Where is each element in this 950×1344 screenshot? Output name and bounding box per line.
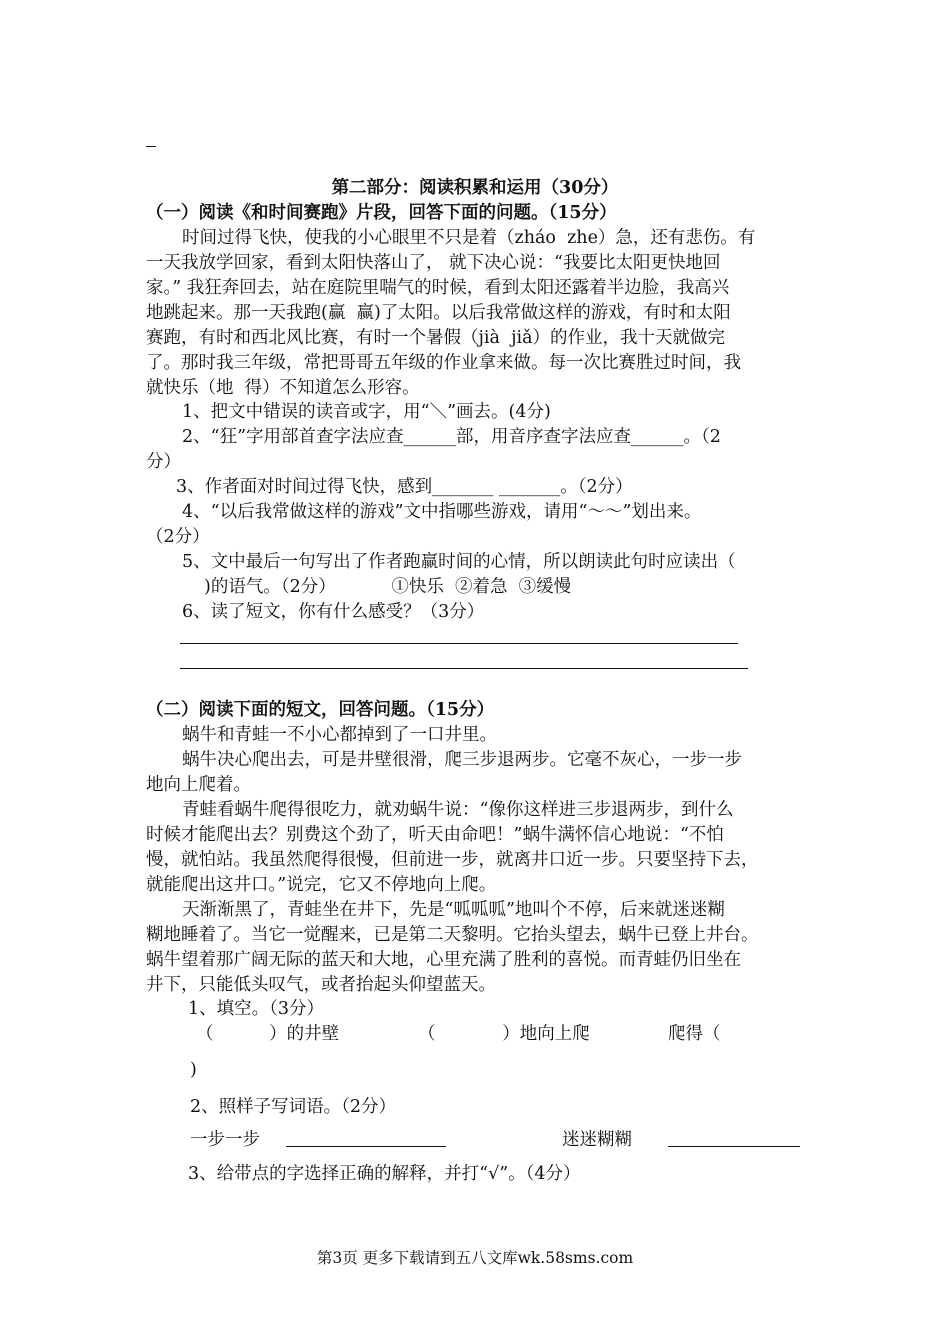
question-5: 5、文中最后一句写出了作者跑赢时间的心情，所以朗读此句时应读出（ <box>182 552 736 572</box>
answer-line[interactable] <box>180 668 748 669</box>
stray-mark <box>146 146 156 147</box>
passage2-line: 天渐渐黑了，青蛙坐在井下，先是“呱呱呱”地叫个不停，后来就迷迷糊 <box>182 900 725 920</box>
passage1-line: 一天我放学回家，看到太阳快落山了， 就下决心说：“我要比太阳更快地回 <box>146 253 721 273</box>
question-4-cont: （2分） <box>146 527 210 547</box>
passage1-line: 了。那时我三年级，常把哥哥五年级的作业拿来做。每一次比赛胜过时间，我 <box>146 353 741 373</box>
passage2-line: 糊地睡着了。当它一觉醒来，已是第二天黎明。它抬头望去，蜗牛已登上井台。 <box>146 925 759 945</box>
fill-blank: 爬得（ <box>668 1024 721 1044</box>
answer-line[interactable] <box>668 1146 800 1147</box>
answer-line[interactable] <box>286 1146 446 1147</box>
passage1-line: 赛跑，有时和西北风比赛，有时一个暑假（jià jiǎ）的作业，我十天就做完 <box>146 328 726 348</box>
example-word: 一步一步 <box>190 1130 260 1150</box>
passage2-line: 井下，只能低头叹气，或者抬起头仰望蓝天。 <box>146 975 496 995</box>
passage2-line: 青蛙看蜗牛爬得很吃力，就劝蜗牛说：“像你这样进三步退两步，到什么 <box>182 800 734 820</box>
passage2-line: 蜗牛望着那广阔无际的蓝天和大地，心里充满了胜利的喜悦。而青蛙仍旧坐在 <box>146 950 741 970</box>
question-5-cont: )的语气。（2分） ①快乐 ②着急 ③缓慢 <box>204 577 572 597</box>
passage2-line: 时候才能爬出去？别费这个劲了，听天由命吧！”蜗牛满怀信心地说：“不怕 <box>146 825 724 845</box>
passage1-line: 地跳起来。那一天我跑(赢 赢)了太阳。以后我常做这样的游戏，有时和太阳 <box>146 303 731 323</box>
example-word: 迷迷糊糊 <box>562 1130 632 1150</box>
fill-blank: （ ）的井壁 <box>196 1024 340 1044</box>
question-1: 1、把文中错误的读音或字，用“＼”画去。(4分) <box>182 402 551 422</box>
passage1-line: 时间过得飞快，使我的小心眼里不只是着（zháo zhe）急，还有悲伤。有 <box>182 228 756 248</box>
section2-heading: （二）阅读下面的短文，回答问题。（15分） <box>146 700 495 720</box>
question-4: 4、“以后我常做这样的游戏”文中指哪些游戏，请用“～～”划出来。 <box>182 502 702 522</box>
passage2-line: 地向上爬着。 <box>146 775 251 795</box>
s2-question-1: 1、填空。（3分） <box>188 999 325 1019</box>
passage2-line: 慢，就怕站。我虽然爬得很慢，但前进一步，就离井口近一步。只要坚持下去， <box>146 850 759 870</box>
fill-blank: （ ）地向上爬 <box>418 1024 590 1044</box>
page-footer: 第3页 更多下载请到五八文库wk.58sms.com <box>316 1249 634 1267</box>
s2-question-3: 3、给带点的字选择正确的解释，并打“√”。（4分） <box>188 1164 581 1184</box>
section1-heading: （一）阅读《和时间赛跑》片段，回答下面的问题。（15分） <box>146 203 617 223</box>
passage1-line: 家。” 我狂奔回去，站在庭院里喘气的时候，看到太阳还露着半边脸，我高兴 <box>146 278 730 298</box>
passage2-line: 就能爬出这井口。”说完，它又不停地向上爬。 <box>146 875 497 895</box>
part-title: 第二部分：阅读积累和运用（30分） <box>331 178 619 198</box>
question-3: 3、作者面对时间过得飞快，感到_______ _______。（2分） <box>176 477 633 497</box>
passage2-line: 蜗牛决心爬出去，可是井壁很滑，爬三步退两步。它毫不灰心，一步一步 <box>182 750 742 770</box>
question-2-cont: 分） <box>146 452 181 472</box>
answer-line[interactable] <box>180 643 738 644</box>
question-2: 2、“狂”字用部首查字法应查______部，用音序查字法应查______。（2 <box>182 427 721 447</box>
question-6: 6、读了短文，你有什么感受？（3分） <box>182 602 485 622</box>
s2-question-2: 2、照样子写词语。（2分） <box>190 1097 397 1117</box>
passage1-line: 就快乐（地 得）不知道怎么形容。 <box>146 378 420 398</box>
passage2-line: 蜗牛和青蛙一不小心都掉到了一口井里。 <box>182 725 497 745</box>
fill-blank-close: ) <box>190 1060 197 1080</box>
